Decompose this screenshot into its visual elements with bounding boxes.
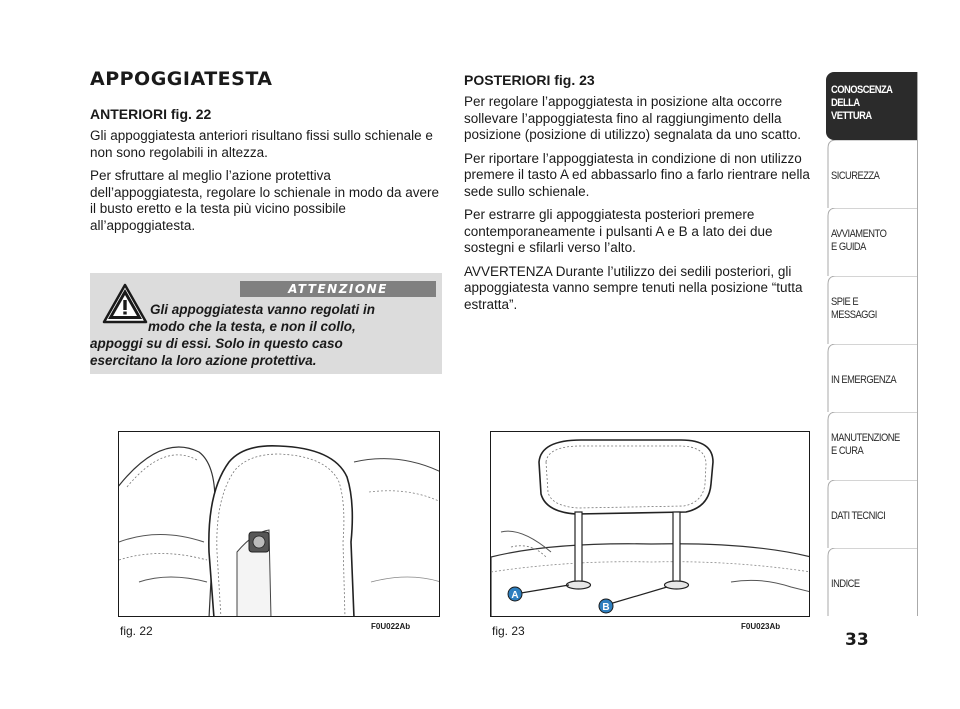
figure-23-rear-headrest [490, 431, 810, 617]
tab-label: VETTURA [831, 110, 872, 122]
tab-label: AVVIAMENTO [831, 228, 887, 240]
figure-code: F0U023Ab [741, 622, 781, 631]
right-column [464, 72, 816, 320]
section-title-anteriori: ANTERIORI fig. 22 [90, 106, 212, 122]
tab-spie-e-messaggi[interactable] [826, 276, 918, 344]
front-headrest-illustration [119, 432, 440, 617]
warning-box [90, 273, 442, 374]
warning-header: ATTENZIONE [240, 281, 436, 297]
tab-label: E GUIDA [831, 241, 866, 253]
tab-avviamento-e-guida[interactable] [826, 208, 918, 276]
tab-label: SPIE E [831, 296, 859, 308]
tab-conoscenza-della-vettura[interactable] [826, 72, 918, 140]
warning-line: modo che la testa, e non il collo, [148, 319, 356, 334]
tab-label: MANUTENZIONE [831, 432, 900, 444]
rear-headrest-illustration [491, 432, 810, 617]
tab-label: MESSAGGI [831, 309, 877, 321]
tab-indice[interactable] [826, 548, 918, 616]
tab-label: INDICE [831, 578, 860, 590]
warning-line: esercitano la loro azione protettiva. [90, 353, 317, 368]
paragraph: Per riportare l’appoggiatesta in condizione di non utilizzo premere il tasto A ed abbassarlo fino a farlo rientrare nella sede sullo schienale. [464, 150, 810, 199]
tab-label: SICUREZZA [831, 170, 880, 182]
paragraph: Per estrarre gli appoggiatesta posteriori premere contemporaneamente i pulsanti A e B a lato dei due sostegni e sfilarli verso l’alto. [464, 207, 773, 255]
paragraph: Per sfruttare al meglio l’azione protettiva dell’appoggiatesta, regolare lo schienale in modo da avere il busto eretto e la testa più vicino possibile all’appoggiatesta. [90, 168, 439, 233]
tab-sicurezza[interactable] [826, 140, 918, 208]
tab-label: DATI TECNICI [831, 510, 886, 522]
figure-code: F0U022Ab [371, 622, 411, 631]
paragraph: Gli appoggiatesta anteriori risultano fissi sullo schienale e non sono regolabili in altezza. [90, 128, 433, 160]
section-title-posteriori: POSTERIORI fig. 23 [464, 72, 595, 88]
section-tabs [826, 72, 918, 616]
paragraph: AVVERTENZA Durante l’utilizzo dei sedili posteriori, gli appoggiatesta vanno sempre tenuti nella posizione “tutta estratta”. [464, 263, 803, 312]
tab-dati-tecnici[interactable] [826, 480, 918, 548]
marker-a: A [511, 590, 519, 601]
tab-manutenzione-e-cura[interactable] [826, 412, 918, 480]
tab-in-emergenza[interactable] [826, 344, 918, 412]
left-column [90, 68, 442, 241]
marker-b: B [602, 602, 610, 613]
warning-line: appoggi su di essi. Solo in questo caso [90, 336, 343, 351]
figure-22-front-headrest [118, 431, 440, 617]
page-number: 33 [845, 630, 869, 650]
paragraph: Per regolare l’appoggiatesta in posizione alta occorre sollevare l’appoggiatesta fino al raggiungimento della posizione (posizione di utilizzo) segnalata da uno scatto. [464, 94, 801, 142]
page-title: APPOGGIATESTA [90, 68, 273, 90]
tab-label: DELLA [831, 97, 860, 109]
warning-text [90, 301, 442, 369]
tab-label: E CURA [831, 445, 864, 457]
tab-label: CONOSCENZA [831, 84, 893, 96]
figure-caption: fig. 22 [120, 624, 153, 638]
tab-label: IN EMERGENZA [831, 374, 897, 386]
warning-line: Gli appoggiatesta vanno regolati in [150, 302, 376, 317]
figure-caption: fig. 23 [492, 624, 525, 638]
